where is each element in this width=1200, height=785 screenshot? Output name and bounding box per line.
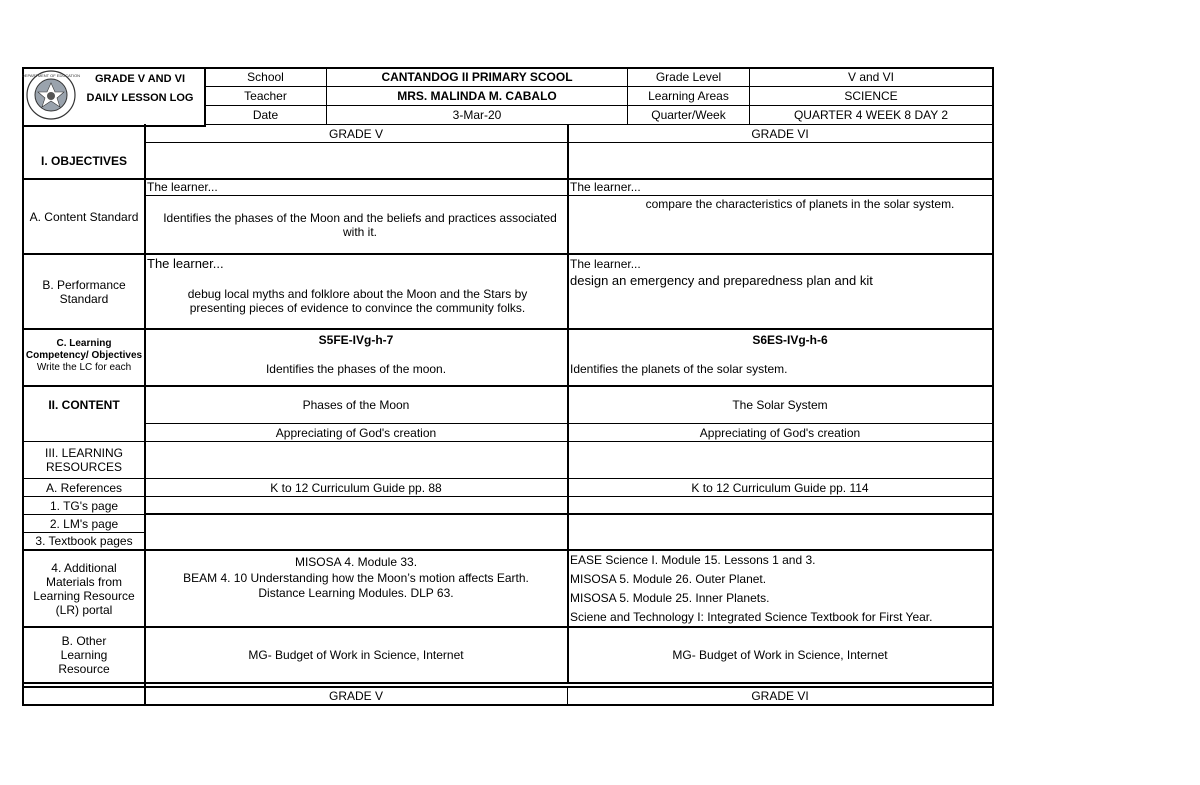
resources-label: III. LEARNING RESOURCES <box>44 446 124 474</box>
content-vi-topic: The Solar System <box>732 398 828 412</box>
content-standard-v-text: Identifies the phases of the Moon and the beliefs and practices associated with it. <box>163 211 557 239</box>
performance-standard-label: B. Performance Standard <box>42 277 126 306</box>
content-v-value: Appreciating of God's creation <box>275 425 437 440</box>
log-title-line1: GRADE V AND VI <box>94 73 186 85</box>
performance-standard-v-intro: The learner... <box>147 256 224 271</box>
additional-materials-label: 4. Additional Materials from Learning Resource (LR) portal <box>33 560 135 617</box>
content-label: II. CONTENT <box>48 398 120 412</box>
content-vi-value: Appreciating of God's creation <box>699 425 861 440</box>
log-title-line2: DAILY LESSON LOG <box>86 92 194 104</box>
additional-materials-vi <box>570 551 990 627</box>
school-value: CANTANDOG II PRIMARY SCOOL <box>381 70 573 84</box>
svg-text:DEPARTMENT OF EDUCATION: DEPARTMENT OF EDUCATION <box>21 73 81 78</box>
date-value: 3-Mar-20 <box>452 108 502 122</box>
other-resource-v: MG- Budget of Work in Science, Internet <box>248 648 464 662</box>
performance-standard-vi-intro: The learner... <box>570 257 641 271</box>
column-header-grade-v: GRADE V <box>328 127 383 141</box>
other-resource-label: B. Other Learning Resource <box>58 634 110 676</box>
additional-vi-line: MISOSA 5. Module 25. Inner Planets. <box>570 591 770 605</box>
additional-vi-line: EASE Science I. Module 15. Lessons 1 and 3. <box>570 553 816 567</box>
additional-vi-line: Sciene and Technology I: Integrated Science Textbook for First Year. <box>570 610 933 624</box>
date-label: Date <box>252 108 279 122</box>
school-label: School <box>247 70 284 84</box>
learning-areas-value: SCIENCE <box>844 89 898 103</box>
references-vi: K to 12 Curriculum Guide pp. 114 <box>691 480 869 495</box>
references-v: K to 12 Curriculum Guide pp. 88 <box>270 480 442 495</box>
footer-grade-v: GRADE V <box>328 689 383 703</box>
competency-v-text: Identifies the phases of the moon. <box>265 362 447 376</box>
content-standard-v-intro: The learner... <box>147 180 218 194</box>
competency-vi-code: S6ES-IVg-h-6 <box>752 333 828 347</box>
quarter-value: QUARTER 4 WEEK 8 DAY 2 <box>793 108 949 122</box>
textbook-pages-label: 3. Textbook pages <box>35 534 133 548</box>
teacher-label: Teacher <box>244 89 287 103</box>
grade-level-value: V and VI <box>847 70 895 84</box>
content-standard-vi-intro: The learner... <box>570 180 641 194</box>
references-label: A. References <box>45 480 123 495</box>
footer-grade-vi: GRADE VI <box>751 689 809 703</box>
additional-materials-v <box>145 553 567 602</box>
performance-standard-vi-text: design an emergency and preparedness plan and kit <box>570 273 873 288</box>
deped-seal <box>21 70 81 120</box>
other-resource-vi: MG- Budget of Work in Science, Internet <box>672 648 888 662</box>
competency-label-line2: Competency/ Objectives <box>25 350 143 361</box>
competency-label-line3: Write the LC for each <box>36 362 132 373</box>
content-v-topic: Phases of the Moon <box>302 398 410 412</box>
column-header-grade-vi: GRADE VI <box>751 127 809 141</box>
competency-label-line1: C. Learning <box>56 338 112 349</box>
content-standard-label: A. Content Standard <box>29 209 139 224</box>
additional-v-line: Distance Learning Modules. DLP 63. <box>258 586 454 600</box>
additional-v-line: BEAM 4. 10 Understanding how the Moon’s motion affects Earth. <box>183 571 529 585</box>
quarter-label: Quarter/Week <box>651 108 726 122</box>
additional-v-line: MISOSA 4. Module 33. <box>294 555 418 569</box>
learning-areas-label: Learning Areas <box>648 89 729 103</box>
additional-vi-line: MISOSA 5. Module 26. Outer Planet. <box>570 572 767 586</box>
lm-page-label: 2. LM's page <box>49 516 119 531</box>
content-standard-vi-text: compare the characteristics of planets in the solar system. <box>645 197 955 211</box>
competency-vi-text: Identifies the planets of the solar system. <box>570 362 788 376</box>
performance-standard-v-text: debug local myths and folklore about the Moon and the Stars by presenting pieces of evidence to convince the community folks. <box>187 287 528 315</box>
competency-label <box>24 338 144 374</box>
competency-v-code: S5FE-IVg-h-7 <box>318 333 394 347</box>
objectives-label: I. OBJECTIVES <box>40 153 128 168</box>
teacher-value: MRS. MALINDA M. CABALO <box>397 89 557 103</box>
tg-page-label: 1. TG's page <box>49 498 119 513</box>
grade-level-label: Grade Level <box>655 70 722 84</box>
